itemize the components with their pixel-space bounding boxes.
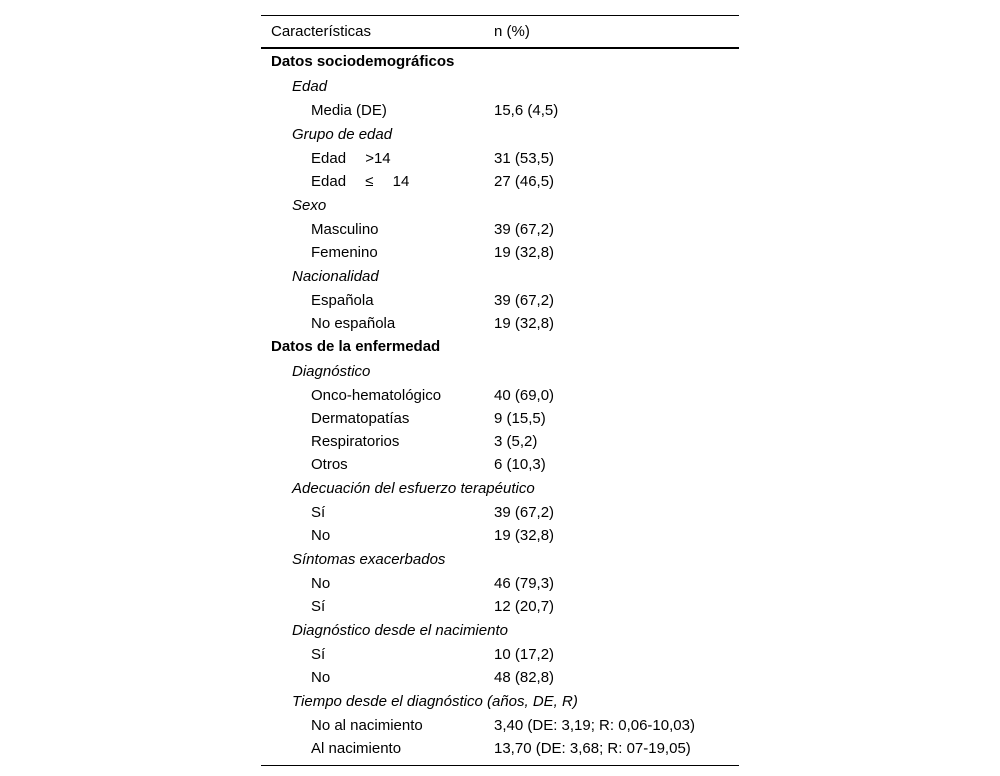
group-heading-label: Adecuación del esfuerzo terapéutico xyxy=(292,480,535,497)
group-heading xyxy=(261,359,739,384)
table-row-label: Sí xyxy=(311,504,326,521)
table-row-value: 19 (32,8) xyxy=(494,315,555,332)
section-heading-label: Datos sociodemográficos xyxy=(271,53,455,70)
table-row xyxy=(261,147,739,170)
table-row-label: No xyxy=(311,669,331,686)
table-row-label: Masculino xyxy=(311,221,379,238)
group-heading-label: Síntomas exacerbados xyxy=(292,551,446,568)
group-heading xyxy=(261,74,739,99)
table-row-value: 10 (17,2) xyxy=(494,646,555,663)
table-row xyxy=(261,99,739,122)
table-row-value: 15,6 (4,5) xyxy=(494,102,559,119)
table-row xyxy=(261,524,739,547)
table-body xyxy=(261,50,739,760)
header-characteristics: Características xyxy=(271,23,372,40)
group-heading xyxy=(261,689,739,714)
group-heading-label: Grupo de edad xyxy=(292,126,393,143)
table-bottom-rule xyxy=(261,765,739,766)
table-row xyxy=(261,170,739,193)
section-heading-label: Datos de la enfermedad xyxy=(271,338,441,355)
table-header-row xyxy=(261,16,739,47)
table-row-label: No xyxy=(311,575,331,592)
group-heading xyxy=(261,193,739,218)
group-heading-label: Sexo xyxy=(292,197,327,214)
table-row-value: 39 (67,2) xyxy=(494,292,555,309)
table-row-label: Edad ≤ 14 xyxy=(311,173,410,190)
table-row xyxy=(261,501,739,524)
table-row-value: 48 (82,8) xyxy=(494,669,555,686)
table-row xyxy=(261,384,739,407)
table-row-label: No al nacimiento xyxy=(311,717,423,734)
table-row xyxy=(261,595,739,618)
table-row-value: 19 (32,8) xyxy=(494,527,555,544)
table-row-value: 9 (15,5) xyxy=(494,410,546,427)
table-row-label: Dermatopatías xyxy=(311,410,410,427)
group-heading xyxy=(261,547,739,572)
table-row xyxy=(261,218,739,241)
group-heading xyxy=(261,618,739,643)
group-heading xyxy=(261,476,739,501)
table-row xyxy=(261,241,739,264)
table-row-value: 3 (5,2) xyxy=(494,433,538,450)
table-row-label: Sí xyxy=(311,598,326,615)
table-row xyxy=(261,737,739,760)
group-heading xyxy=(261,264,739,289)
table-row-label: Edad >14 xyxy=(311,150,391,167)
table-row-label: Española xyxy=(311,292,374,309)
table-row-value: 3,40 (DE: 3,19; R: 0,06-10,03) xyxy=(494,717,695,734)
table-row-label: No xyxy=(311,527,331,544)
table-row-value: 31 (53,5) xyxy=(494,150,555,167)
group-heading-label: Edad xyxy=(292,78,328,95)
table-row xyxy=(261,572,739,595)
table-row xyxy=(261,430,739,453)
table-row-value: 12 (20,7) xyxy=(494,598,555,615)
table-row-label: No española xyxy=(311,315,396,332)
table-row xyxy=(261,453,739,476)
table-row-label: Onco-hematológico xyxy=(311,387,442,404)
table-row-label: Media (DE) xyxy=(311,102,387,119)
table-row-value: 39 (67,2) xyxy=(494,221,555,238)
table-row xyxy=(261,289,739,312)
table-row-value: 6 (10,3) xyxy=(494,456,546,473)
group-heading-label: Diagnóstico xyxy=(292,363,371,380)
group-heading xyxy=(261,122,739,147)
section-heading xyxy=(261,50,739,74)
group-heading-label: Tiempo desde el diagnóstico (años, DE, R) xyxy=(292,693,578,710)
section-heading xyxy=(261,335,739,359)
table-row-label: Otros xyxy=(311,456,348,473)
group-heading-label: Nacionalidad xyxy=(292,268,379,285)
table-row-value: 19 (32,8) xyxy=(494,244,555,261)
table-row-value: 39 (67,2) xyxy=(494,504,555,521)
characteristics-table xyxy=(261,15,739,766)
table-row xyxy=(261,312,739,335)
table-row-label: Sí xyxy=(311,646,326,663)
table-row-label: Al nacimiento xyxy=(311,740,402,757)
table-row-label: Respiratorios xyxy=(311,433,400,450)
table-row-value: 46 (79,3) xyxy=(494,575,555,592)
table-row xyxy=(261,407,739,430)
table-row-value: 27 (46,5) xyxy=(494,173,555,190)
table-row-value: 13,70 (DE: 3,68; R: 07-19,05) xyxy=(494,740,691,757)
table-row xyxy=(261,666,739,689)
header-n-percent: n (%) xyxy=(494,23,530,40)
table-row-value: 40 (69,0) xyxy=(494,387,555,404)
group-heading-label: Diagnóstico desde el nacimiento xyxy=(292,622,508,639)
table-row-label: Femenino xyxy=(311,244,378,261)
table-row xyxy=(261,714,739,737)
table-row xyxy=(261,643,739,666)
